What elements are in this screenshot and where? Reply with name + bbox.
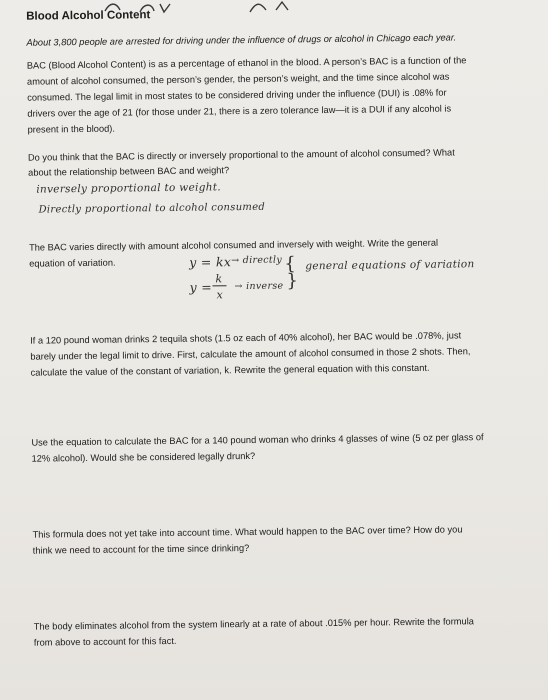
question-6-line: from above to account for this fact. <box>33 635 177 648</box>
handwritten-answer-line: inversely proportional to weight. <box>36 181 222 196</box>
question-5-line: This formula does not yet take into account time. What would happen to the BAC over time? How do you <box>32 524 463 540</box>
bac-definition-line: consumed. The legal limit in most states to be considered driving under the influence (DUI) is .08% for <box>27 87 447 103</box>
handwritten-side-note: general equations of variation <box>305 258 475 273</box>
question-5-line: think we need to account for the time since drinking? <box>32 542 250 556</box>
bac-definition-line: present in the blood). <box>27 123 116 135</box>
handwritten-fraction-denominator: x <box>216 288 224 302</box>
bac-definition-line: drivers over the age of 21 (for those under 21, there is a zero tolerance law—it is a DUI if any alcohol is <box>27 103 452 119</box>
question-3-line: calculate the value of the constant of variation, k. Rewrite the general equation with this constant. <box>30 362 430 378</box>
question-6-line: The body eliminates alcohol from the system linearly at a rate of about .015% per hour. Rewrite the formula <box>33 616 474 632</box>
question-2-line: equation of variation. <box>29 257 116 269</box>
question-1-line: about the relationship between BAC and weight? <box>28 165 230 178</box>
question-1-line: Do you think that the BAC is directly or inversely proportional to the amount of alcohol consumed? What <box>27 147 455 163</box>
question-3-line: barely under the legal limit to drive. First, calculate the amount of alcohol consumed in those 2 shots. Then, <box>30 346 471 362</box>
bac-definition-line: amount of alcohol consumed, the person’s gender, the person’s weight, and the time since alcohol was <box>26 71 450 87</box>
question-4-line: Use the equation to calculate the BAC for a 140 pound woman who drinks 4 glasses of wine (5 oz per glass of <box>31 432 484 448</box>
handwritten-note: → inverse <box>234 280 284 293</box>
handwritten-brace-top: { <box>284 253 297 275</box>
page-title: Blood Alcohol Content <box>26 9 151 23</box>
handwritten-direct-equation: y = kx <box>189 254 232 270</box>
handwritten-fraction-bar <box>213 285 227 287</box>
question-2-line: The BAC varies directly with amount alcohol consumed and inversely with weight. Write the general <box>28 237 439 253</box>
handwritten-answer-line: Directly proportional to alcohol consumed <box>38 201 266 216</box>
handwritten-note: → directly <box>231 254 283 267</box>
handwritten-brace-bottom: } <box>286 270 299 292</box>
question-4-line: 12% alcohol). Would she be considered legally drunk? <box>31 450 256 464</box>
question-3-line: If a 120 pound woman drinks 2 tequila shots (1.5 oz each of 40% alcohol), her BAC would be .078%, just <box>30 330 462 346</box>
bac-definition-line: BAC (Blood Alcohol Content) is as a percentage of ethanol in the blood. A person’s BAC is a function of the <box>26 55 467 71</box>
handwritten-inverse-lhs: y = <box>189 279 213 295</box>
intro-text: About 3,800 people are arrested for driving under the influence of drugs or alcohol in Chicago each year. <box>26 32 457 48</box>
handwritten-fraction-numerator: k <box>215 272 223 286</box>
